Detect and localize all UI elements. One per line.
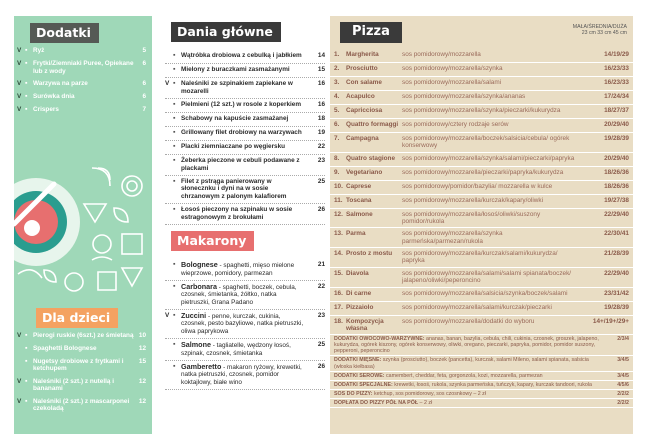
list-item [165,64,325,78]
pizza-name: Kompozycja własna [346,317,384,332]
vegetarian-mark: V [17,332,22,339]
bullet-icon: ▪ [25,47,28,55]
item-price: 21 [317,261,325,269]
item-name: Placki ziemniaczane po węgiersku [181,143,286,151]
item-price: 6 [142,60,146,68]
item-description: - spaghetti, mięso mielone wieprzowe, pomidory, parmezan [181,262,295,277]
pizza-ingredients: sos pomidorowy/mozzarella/salsicia/szynka/boczek/salami [402,289,568,297]
bullet-icon: ▪ [173,261,176,269]
extras-label: DOPŁATA DO PIZZY PÓŁ NA PÓŁ [334,399,419,406]
bullet-icon: ▪ [173,52,176,60]
pizza-price: 18/26/36 [604,168,629,176]
item-price: 18 [317,115,325,123]
extras-description: krewetki, łosoś, rukola, szynka parmeńska, tuńczyk, kapary, kurczak tandoori, rukola [392,381,592,388]
pizza-name: Con salame [346,78,382,86]
extras-description: ketchup, sos pomidorowy, sos czosnkowy – 2 zł [372,390,487,397]
extras-price: 2/3/4 [617,336,629,343]
pizza-row [330,153,633,167]
pizza-price: 22/29/40 [604,269,629,277]
item-price: 22 [317,282,325,290]
item-name: Spaghetti Bolognese [33,345,97,353]
pizza-ingredients: sos pomidorowy/mozzarella/szynka [402,64,503,72]
pizza-price: 17/24/34 [604,92,629,100]
bullet-icon: ▪ [25,358,28,366]
extras-text [334,391,599,397]
item-text [181,261,307,277]
item-name: Filet z pstrąga panierowany w słonecznku i dyni na w sosie chrzanowym z palonym kalafiorem [181,178,287,200]
item-name: Warzywa na parze [33,80,88,88]
pizza-ingredients: sos pomidorowy/mozzarella/kurczak/salami/kukurydza/ papryka [402,250,558,265]
extras-row [330,372,633,381]
bullet-icon: ▪ [173,129,176,137]
extras-description: camembert, cheddar, feta, gorgonzola, kozi, mozzarella, parmezan [384,372,543,379]
pizza-panel [330,16,633,434]
dania-glowne-title: Dania główne [171,22,281,42]
dla-dzieci-title: Dla dzieci [36,308,118,328]
pizza-row [330,105,633,119]
item-name: Wątróbka drobiowa z cebulką i jabłkiem [181,52,302,60]
vegetarian-mark: V [17,377,22,385]
pizza-number: 5. [334,106,340,114]
item-price: 25 [317,341,325,349]
item-price: 16 [317,101,325,109]
pizza-name: Margherita [346,50,379,58]
bullet-icon: ▪ [173,80,176,88]
vegetarian-mark: V [17,106,22,114]
pizza-row [330,302,633,316]
bullet-icon: ▪ [25,93,28,101]
extras-label: DODATKI MIĘSNE: [334,357,382,364]
item-price: 15 [138,358,146,366]
list-item [165,50,325,64]
vegetarian-mark: V [165,80,170,88]
list-item [165,155,325,176]
extras-label: DODATKI SPECJALNE: [334,381,393,388]
vegetarian-mark: V [17,80,22,88]
vegetarian-mark: V [165,312,170,320]
bullet-icon: ▪ [173,157,176,165]
list-item [165,310,325,339]
item-name: Schabowy na kapuście zasmażanej [181,115,289,123]
item-name: Grillowany filet drobiowy na warzywach [181,129,302,137]
item-name: Naleśniki (2 szt.) z nutellą i bananami [33,377,114,393]
extras-row [330,390,633,399]
bullet-icon: ▪ [173,282,176,290]
list-item [165,361,325,390]
list-item [14,80,152,88]
extras-text [334,400,599,406]
item-name: Carbonara [181,281,217,291]
extras-label: DODATKI SEROWE: [334,372,385,379]
item-name: Mielony z buraczkami zasmażanymi [181,66,290,74]
pizza-name: Salmone [346,210,373,218]
pizza-price: 19/28/39 [604,303,629,311]
pizza-name: Prosciutto [346,64,378,72]
item-price: 26 [317,362,325,370]
pizza-number: 17. [334,303,343,311]
item-name: Zuccini [181,311,207,321]
pizza-price: 20/29/40 [604,154,629,162]
bullet-icon: ▪ [25,397,28,405]
pizza-row [330,248,633,268]
list-item [14,358,152,373]
bullet-icon: ▪ [25,106,28,114]
pizza-price: 22/30/41 [604,230,629,238]
pizza-ingredients: sos pomidorowy/mozzarella/szynka/ananas [402,92,526,100]
pizza-number: 13. [334,230,343,238]
vegetarian-mark: V [17,60,22,68]
item-name: Pielmieni (12 szt.) w rosole z koperkiem [181,101,302,109]
item-price: 12 [138,397,146,405]
pizza-row [330,77,633,91]
list-item [14,345,152,353]
item-price: 14 [317,52,325,60]
item-name: Surówka dnia [33,93,75,101]
extras-text [334,336,599,354]
bullet-icon: ▪ [173,115,176,123]
pizza-name: Quattro formaggi [346,120,399,128]
dodatki-list [14,47,152,114]
bullet-icon: ▪ [173,341,176,349]
item-price: 7 [142,106,146,114]
extras-price: 3/4/5 [617,357,629,364]
list-item [165,99,325,113]
plate-illustration [14,164,152,302]
pizza-name: Pizzaiolo [346,303,374,311]
extras-price: 3/4/5 [617,372,629,379]
pizza-number: 4. [334,92,340,100]
bullet-icon: ▪ [173,143,176,151]
item-price: 6 [142,93,146,101]
extras-row [330,335,633,356]
list-item [165,339,325,361]
pizza-number: 12. [334,210,343,218]
item-name: Naleśniki (2 szt.) z mascarponei czekoladą [33,397,130,412]
pizza-name: Vegetariano [346,168,383,176]
pizza-price: 18/27/37 [604,106,629,114]
item-price: 15 [317,66,325,74]
item-name: Nugetsy drobiowe z frytkami i ketchupem [33,358,124,373]
pizza-ingredients: sos pomidorowy/cztery rodzaje serów [402,120,509,128]
vegetarian-mark: V [17,47,22,55]
extras-text [334,373,599,379]
item-text [181,341,307,357]
item-description: - penne, kurczak, cukinia, czosnek, pesto bazyliowe, natka pietruszki, oliwa paprykowa [181,313,304,335]
pizza-number: 2. [334,64,340,72]
bullet-icon: ▪ [173,312,176,320]
item-price: 10 [138,332,146,339]
list-item [165,78,325,99]
extras-label: SOS DO PIZZY: [334,390,373,397]
pizza-number: 14. [334,250,343,258]
list-item [165,204,325,225]
list-item [14,332,152,340]
item-description: - tagliatelle, wędzony łosoś, szpinak, czosnek, śmietanka [181,342,291,357]
pizza-ingredients: sos pomidorowy/mozzarella/szynka/pieczarki/kukurydza [402,106,561,114]
pizza-row [330,209,633,229]
pizza-price: 22/29/40 [604,210,629,218]
pizza-ingredients: sos pomidorowy/mozzarella/salami/kurczak/pieczarki [402,303,552,311]
item-price: 12 [138,377,146,385]
pizza-row [330,167,633,181]
pizza-name: Caprese [346,182,372,190]
list-item [14,93,152,101]
bullet-icon: ▪ [25,60,28,68]
item-price: 12 [138,345,146,353]
pizza-row [330,133,633,153]
item-name: Gamberetto [181,361,222,371]
extras-text [334,357,599,369]
pizza-row [330,119,633,133]
item-price: 23 [317,157,325,165]
bullet-icon: ▪ [25,80,28,88]
pizza-row [330,228,633,248]
pizza-price: 14+/19+/29+ [592,317,629,325]
item-name: Salmone [181,340,211,350]
pizza-size-values: 23 cm 33 cm 45 cm [581,30,627,37]
pizza-row [330,181,633,195]
extras-row [330,356,633,371]
pizza-row [330,91,633,105]
item-price: 6 [142,80,146,88]
extras-description: szynka (prosciutto), boczek (pancetta), kurczak, salami Mileno, salami spianata, salsicia (włoska kiełbasa) [334,357,589,370]
pizza-ingredients: sos pomidorowy/mozzarella [402,50,481,58]
pizza-sizes [573,24,627,36]
pizza-number: 11. [334,196,343,204]
bullet-icon: ▪ [25,345,28,353]
pizza-name: Campagna [346,134,379,142]
pizza-price: 20/29/40 [604,120,629,128]
pizza-number: 9. [334,168,340,176]
bullet-icon: ▪ [173,101,176,109]
makarony-list [165,259,325,390]
pizza-number: 8. [334,154,340,162]
pizza-name: Parma [346,230,366,238]
bullet-icon: ▪ [173,206,176,214]
pizza-ingredients: sos pomidorowy/mozzarella/dodatki do wyboru [402,317,535,325]
item-name: Pierogi ruskie (6szt.) ze śmietaną [33,332,134,339]
pizza-row [330,268,633,288]
pizza-price: 18/26/36 [604,182,629,190]
item-price: 25 [317,178,325,186]
pizza-number: 7. [334,134,340,142]
bullet-icon: ▪ [25,332,28,339]
item-description: - spaghetti, boczek, cebula, czosnek, śmietanka, żółtko, natka pietruszki, Grana Padano [181,283,297,306]
item-description: - makaron ryżowy, krewetki, natka pietruszki, czosnek, pomidor koktajlowy, białe wino [181,363,302,386]
extras-label: DODATKI OWOCOWO-WARZYWNE: [334,336,425,343]
bullet-icon: ▪ [173,362,176,370]
list-item [165,141,325,155]
bullet-icon: ▪ [25,377,28,385]
bullet-icon: ▪ [173,178,176,186]
pizza-number: 16. [334,289,343,297]
pizza-name: Toscana [346,196,372,204]
pizza-name: Prosto z mostu [346,250,393,258]
pizza-title: Pizza [340,22,402,43]
item-name: Ryż [33,47,45,55]
pizza-price: 23/31/42 [604,289,629,297]
item-price: 16 [317,80,325,88]
pizza-name: Acapulco [346,92,375,100]
pizza-price: 19/28/39 [604,134,629,142]
item-price: 19 [317,129,325,137]
extras-description: ananas, banan, bazylia, cebula, chili, cukinia, czosnek, groszek, jalapeno, kukurydza, ogórek kiszony, ogórek konserwowy, oliwki, oregano, pieczarki, papryka, pomidor, pomidor suszony, pepperoni, peperoncino [334,336,599,355]
pizza-list [330,49,633,335]
extras-price: 2/2/2 [617,390,629,397]
pizza-price: 14/19/29 [604,50,629,58]
pizza-ingredients: sos pomidorowy/mozzarella/szynka/salami/pieczarki/papryka [402,154,575,162]
extras-description: – 2 zł [418,399,433,406]
item-text [181,312,307,335]
vegetarian-mark: V [17,397,22,405]
item-name: Frytki/Ziemniaki Puree, Opiekane lub z wody [33,60,134,75]
list-item [165,281,325,310]
pizza-ingredients: sos pomidorowy/mozzarella/salami/salami spianata/boczek/ jalapeno/oliwki/peperoncino [402,269,572,285]
pizza-number: 6. [334,120,340,128]
pizza-ingredients: sos pomidorowy/mozzarella/łosoś/oliwki/suszony pomidor/rukola [402,210,541,226]
extras-row [330,399,633,408]
pizza-name: Diavola [346,269,369,277]
pizza-number: 10. [334,182,343,190]
makarony-title: Makarony [171,231,254,251]
list-item [165,113,325,127]
extras-price: 2/2/2 [617,399,629,406]
pizza-ingredients: sos pomidorowy/mozzarella/szynka parmeńska/parmezan/rukola [402,230,503,245]
pizza-row [330,288,633,302]
list-item [14,398,152,413]
vegetarian-mark: V [17,93,22,101]
item-price: 26 [317,206,325,214]
list-item [165,127,325,141]
list-item [14,60,152,75]
item-price: 23 [317,312,325,320]
item-name: Łosoś pieczony na szpinaku w sosie estragonowym z brokułami [181,206,293,221]
extras-text [334,382,599,388]
pizza-ingredients: sos pomidorowy/mozzarella/salami [402,78,502,86]
pizza-ingredients: sos pomidorowy/mozzarella/kurczak/kapary/oliwki [402,196,543,204]
pizza-row [330,316,633,336]
middle-panel [165,16,325,434]
dodatki-title: Dodatki [30,23,99,43]
bullet-icon: ▪ [173,66,176,74]
item-name: Crispers [33,106,59,114]
pizza-price: 16/23/33 [604,78,629,86]
dania-glowne-list [165,50,325,225]
dla-dzieci-list [14,332,152,417]
pizza-ingredients: sos pomidorowy/mozzarella/boczek/salsicia/cebula/ ogórek konserwowy [402,134,570,150]
pizza-number: 1. [334,50,340,58]
extras-row [330,381,633,390]
pizza-ingredients: sos pomidorowy/mozzarella/pieczarki/papryka/kukurydza [402,168,564,176]
item-price: 5 [142,47,146,55]
pizza-price: 16/23/33 [604,64,629,72]
pizza-name: Quatro stagione [346,154,396,162]
item-text [181,283,307,306]
pizza-row [330,49,633,63]
item-name: Bolognese [181,260,218,270]
list-item [14,378,152,393]
pizza-ingredients: sos pomidorowy/pomidor/bazylia/ mozzarella w kulce [402,182,553,190]
list-item [165,176,325,204]
pizza-number: 3. [334,78,340,86]
item-price: 22 [317,143,325,151]
extras-price: 4/5/6 [617,381,629,388]
pizza-row [330,195,633,209]
item-text [181,363,307,386]
pizza-price: 19/27/38 [604,196,629,204]
pizza-name: Di carne [346,289,372,297]
list-item [14,47,152,55]
pizza-number: 15. [334,269,343,277]
item-name: Naleśniki ze szpinakiem zapiekane w mozarelli [181,80,293,95]
list-item [165,259,325,281]
pizza-row [330,63,633,77]
pizza-size-label: MAŁA/ŚREDNIA/DUŻA [572,24,627,30]
item-name: Żeberka pieczone w cebuli podawane z plackami [181,157,300,172]
pizza-price: 21/28/39 [604,250,629,258]
pizza-number: 18. [334,317,343,325]
list-item [14,106,152,114]
left-panel [14,16,152,434]
pizza-name: Capricciosa [346,106,383,114]
pizza-extras [330,335,633,408]
